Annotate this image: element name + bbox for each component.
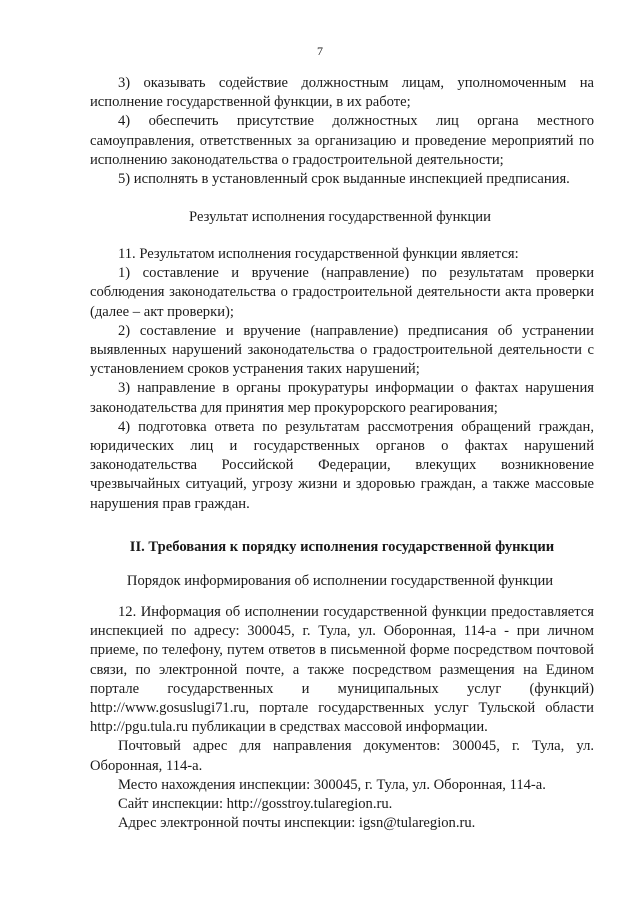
section-2-heading: II. Требования к порядку исполнения государственной функции bbox=[129, 539, 555, 555]
obligations-list bbox=[90, 74, 594, 189]
result-intro: 11. Результатом исполнения государственной функции является: bbox=[118, 246, 519, 262]
page-number: 7 bbox=[317, 44, 323, 58]
info-section bbox=[90, 603, 594, 833]
obligation-item-5: 5) исполнять в установленный срок выданные инспекцией предписания. bbox=[118, 171, 570, 188]
result-heading: Результат исполнения государственной функции bbox=[189, 209, 491, 225]
result-item-2: 2) составление и вручение (направление) предписания об устранении выявленных нарушений законодательства о градостроительной деятельности с установлением сроков устранения таких нарушений; bbox=[90, 322, 594, 378]
result-item-1: 1) составление и вручение (направление) по результатам проверки соблюдения законодательства о градостроительной деятельности акта проверки (далее – акт проверки); bbox=[90, 265, 594, 320]
result-item-4: 4) подготовка ответа по результатам рассмотрения обращений граждан, юридических лиц и государственных органов о фактах нарушений законодательства Российской Федерации, влекущих возникновение чрезвычайных ситуаций, угрозу жизни и здоровью граждан, а также массовые нарушения прав граждан. bbox=[90, 418, 594, 512]
obligation-item-4: 4) обеспечить присутствие должностных лиц органа местного самоуправления, ответственных за организацию и проведение мероприятий по исполнению законодательства о градостроительной деятельности; bbox=[90, 113, 594, 168]
inspection-email: Адрес электронной почты инспекции: igsn@tularegion.ru. bbox=[118, 815, 476, 832]
result-section bbox=[90, 245, 594, 514]
info-paragraph-12: 12. Информация об исполнении государственной функции предоставляется инспекцией по адресу: 300045, г. Тула, ул. Оборонная, 114-а - при личном приеме, по телефону, путем ответов в письменной форме посредством почтовой связи, по электронной почте, а также посредством размещения на Едином портале государственных и муниципальных услуг (функций) http://www.gosuslugi71.ru, портале государственных услуг Тульской области http://pgu.tula.ru публикации в средствах массовой информации. bbox=[90, 604, 594, 736]
inspection-website: Сайт инспекции: http://gosstroy.tularegion.ru. bbox=[118, 796, 393, 813]
info-heading: Порядок информирования об исполнении государственной функции bbox=[126, 573, 554, 589]
result-item-3: 3) направление в органы прокуратуры информации о фактах нарушения законодательства для принятия мер прокурорского реагирования; bbox=[90, 380, 594, 416]
office-location: Место нахождения инспекции: 300045, г. Тула, ул. Оборонная, 114-а. bbox=[118, 776, 546, 793]
obligation-item-3: 3) оказывать содействие должностным лицам, уполномоченным на исполнение государственной функции, в их работе; bbox=[90, 75, 594, 111]
postal-address: Почтовый адрес для направления документов: 300045, г. Тула, ул. Оборонная, 114-а. bbox=[90, 738, 594, 774]
